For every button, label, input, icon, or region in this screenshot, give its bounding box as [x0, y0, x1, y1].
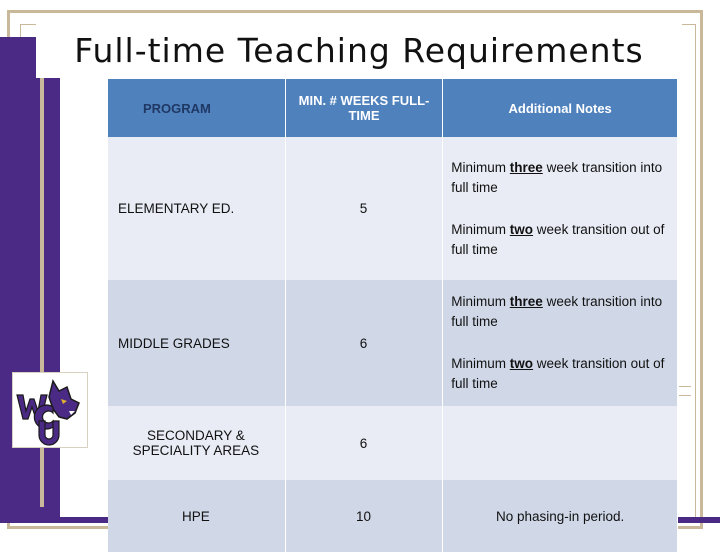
notes-cell: No phasing-in period.: [443, 480, 678, 552]
note-transition-in: Minimum three week transition into full time: [451, 159, 663, 195]
requirements-table: [108, 79, 678, 552]
note-transition-in: Minimum three week transition into full time: [451, 294, 663, 329]
program-cell: SECONDARY & SPECIALITY AREAS: [108, 406, 285, 480]
notes-cell: [443, 280, 678, 406]
weeks-cell: 5: [285, 137, 443, 280]
decorative-ticks: [679, 378, 691, 418]
notes-cell: [443, 137, 678, 280]
catamount-logo: [12, 372, 88, 448]
table-row: [108, 480, 678, 552]
weeks-cell: 10: [285, 480, 443, 552]
program-cell: MIDDLE GRADES: [108, 280, 285, 406]
header-additional-notes: Additional Notes: [443, 79, 678, 137]
title-bar: [36, 24, 682, 78]
notes-cell: [443, 406, 678, 480]
page-title: Full-time Teaching Requirements: [74, 31, 644, 70]
weeks-cell: 6: [285, 280, 443, 406]
header-program: PROGRAM: [108, 79, 285, 137]
header-min-weeks: MIN. # WEEKS FULL-TIME: [285, 79, 443, 137]
wcu-logo-icon: [13, 373, 87, 447]
table-row: [108, 280, 678, 406]
note-transition-out: Minimum two week transition out of full time: [451, 356, 665, 391]
note-transition-out: Minimum two week transition out of full time: [451, 221, 665, 257]
table-header-row: [108, 79, 678, 137]
table-row: [108, 137, 678, 280]
weeks-cell: 6: [285, 406, 443, 480]
table-row: [108, 406, 678, 480]
program-cell: ELEMENTARY ED.: [108, 137, 285, 280]
program-cell: HPE: [108, 480, 285, 552]
